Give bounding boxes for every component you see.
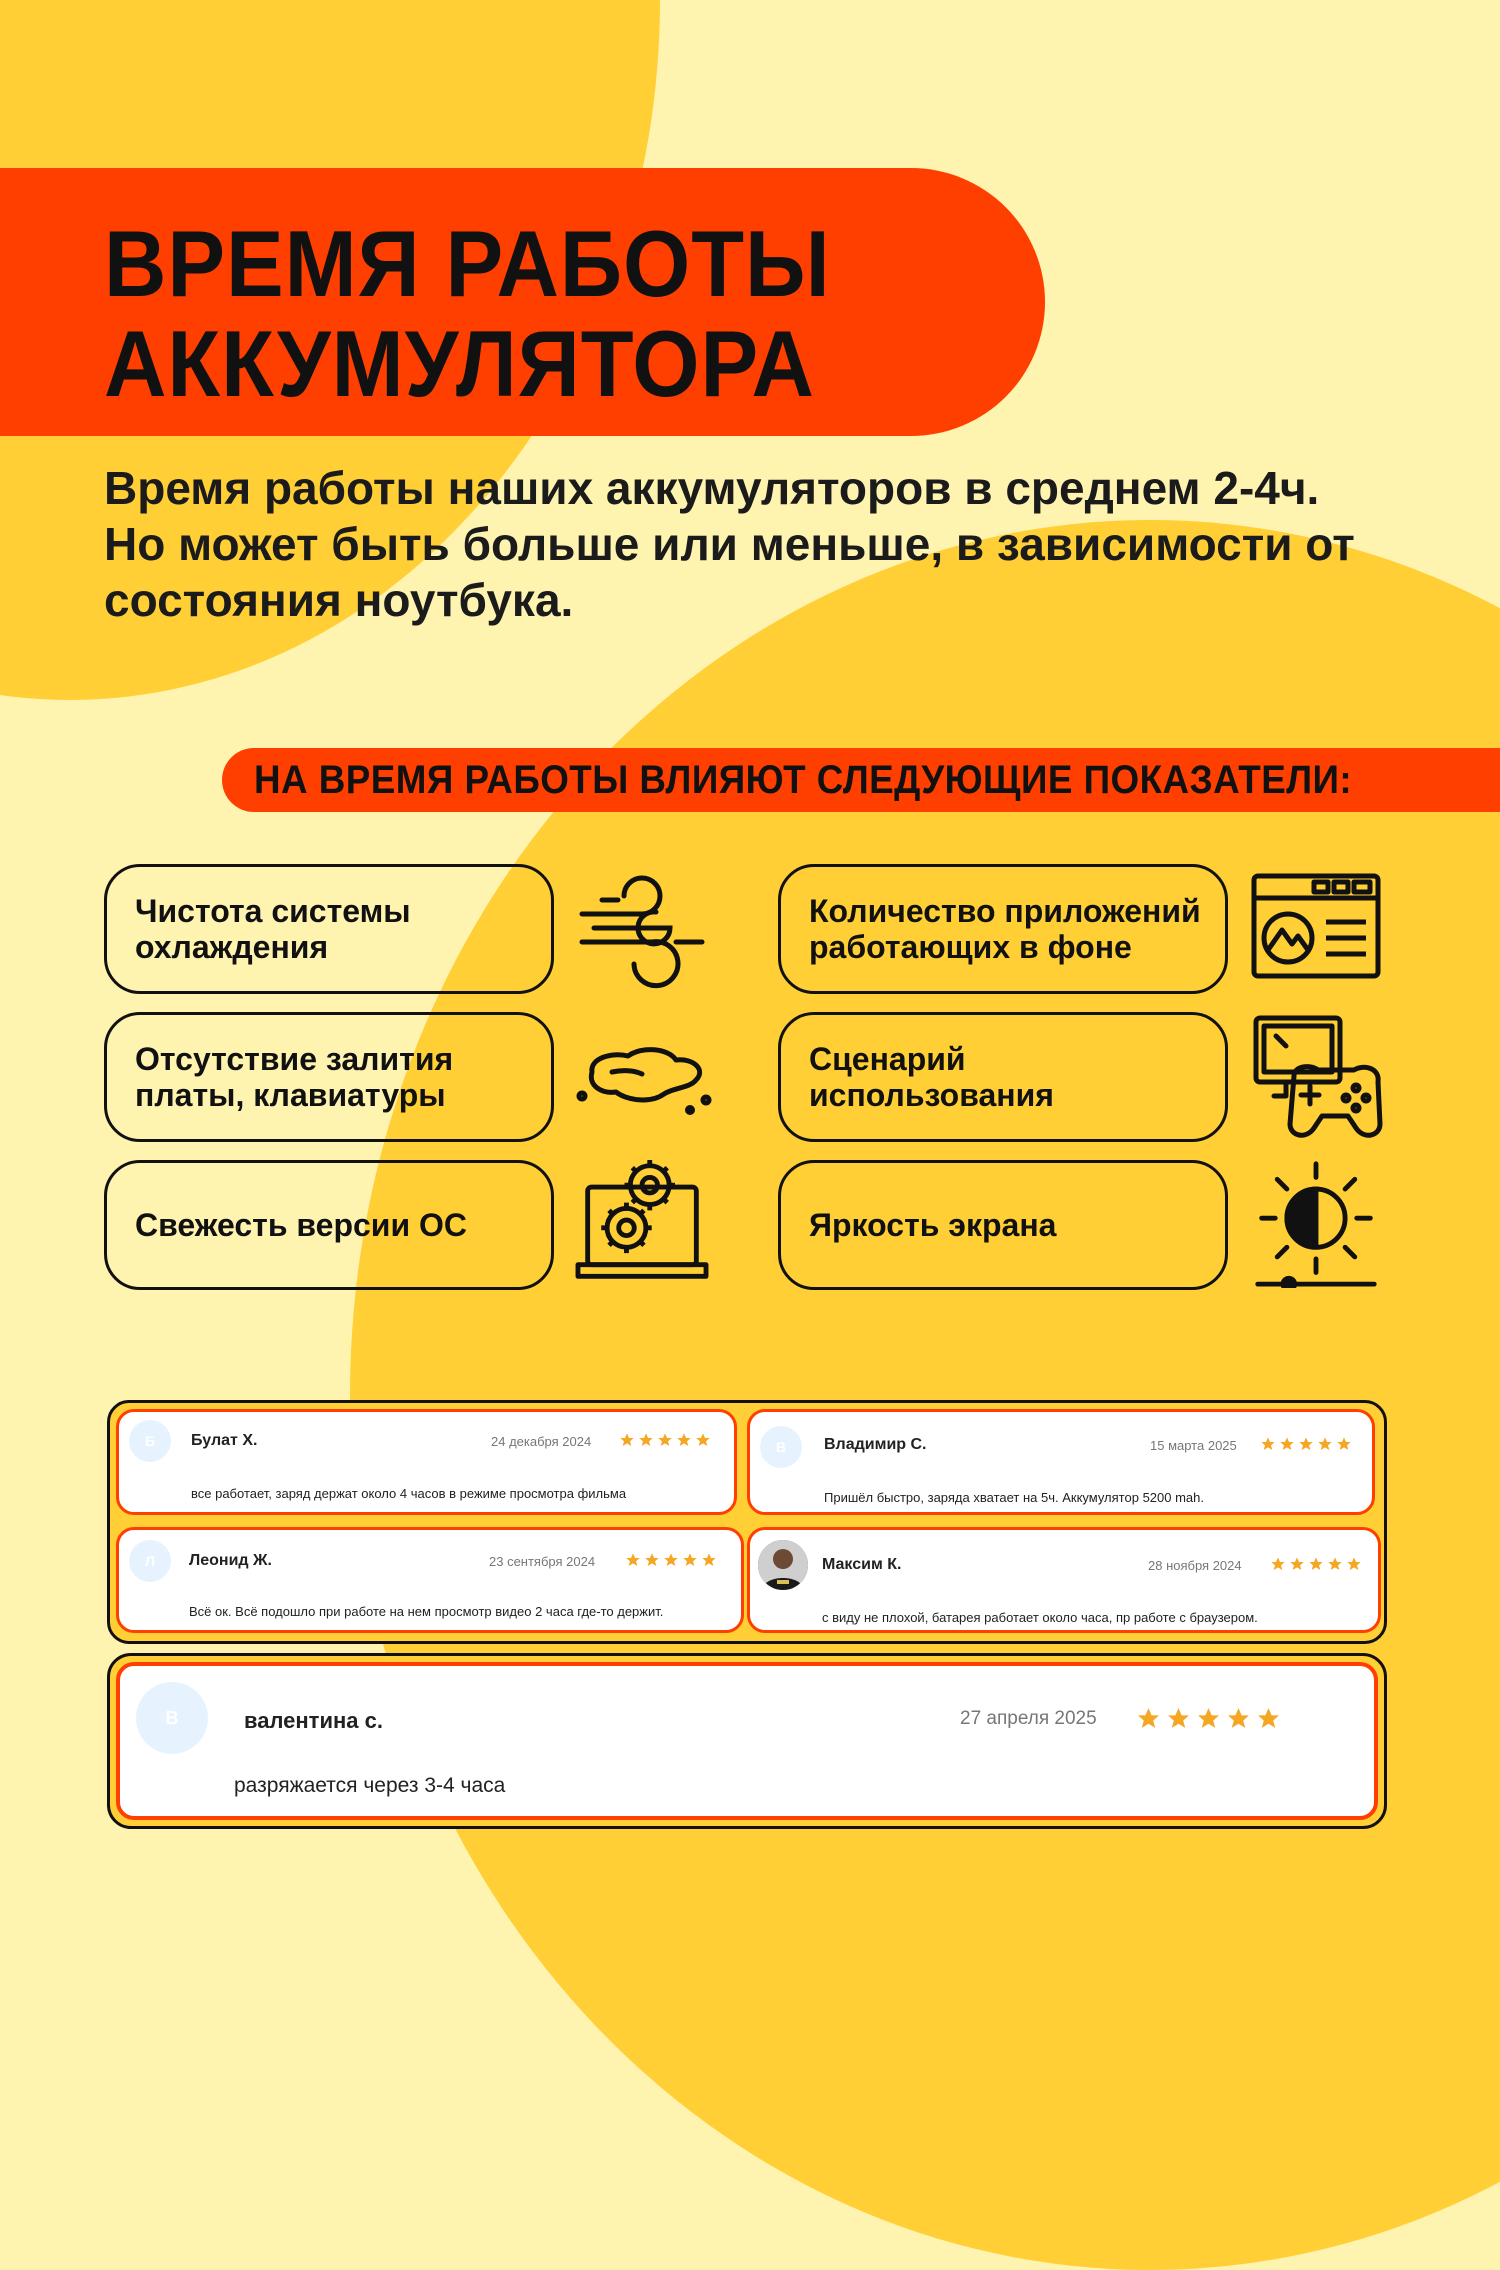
intro-text (104, 460, 1484, 628)
star-icon (619, 1432, 635, 1448)
review-text: Пришёл быстро, заряда хватает на 5ч. Аккумулятор 5200 mah. (824, 1490, 1204, 1505)
star-icon (1226, 1706, 1251, 1731)
reviewer-name: Леонид Ж. (189, 1552, 272, 1569)
avatar: Л (129, 1540, 171, 1582)
star-icon (1346, 1556, 1362, 1572)
star-icon (701, 1552, 717, 1568)
wind-icon (572, 864, 712, 994)
avatar: Б (129, 1420, 171, 1462)
star-icon (638, 1432, 654, 1448)
star-icon (663, 1552, 679, 1568)
factor-label: Яркость экрана (809, 1207, 1057, 1243)
review-card (116, 1527, 744, 1633)
factor-label: Сценарий использования (809, 1041, 1054, 1113)
review-card (747, 1527, 1381, 1633)
rating-stars (619, 1432, 711, 1448)
review-date: 24 декабря 2024 (491, 1434, 592, 1449)
review-text: с виду не плохой, батарея работает около часа, пр работе с браузером. (822, 1610, 1258, 1625)
star-icon (625, 1552, 641, 1568)
review-date: 15 марта 2025 (1150, 1438, 1237, 1453)
review-text: Всё ок. Всё подошло при работе на нем просмотр видео 2 часа где-то держит. (189, 1604, 664, 1619)
user-photo-icon (758, 1540, 808, 1590)
star-icon (695, 1432, 711, 1448)
star-icon (1308, 1556, 1324, 1572)
star-icon (657, 1432, 673, 1448)
star-icon (1298, 1436, 1314, 1452)
brightness-icon (1246, 1158, 1386, 1288)
page-title (104, 211, 831, 416)
factor-label: Свежесть версии ОС (135, 1207, 468, 1243)
laptop-gears-icon (572, 1158, 712, 1288)
factor-cooling (104, 864, 554, 994)
avatar: В (136, 1682, 208, 1754)
star-icon (1256, 1706, 1281, 1731)
star-icon (1279, 1436, 1295, 1452)
reviewer-name: валентина с. (244, 1708, 383, 1733)
factor-label: Чистота системы охлаждения (135, 893, 411, 965)
monitor-gamepad-icon (1246, 1012, 1386, 1142)
reviewer-name: Максим К. (822, 1556, 902, 1573)
rating-stars (1270, 1556, 1362, 1572)
puddle-icon (572, 1012, 712, 1142)
factor-liquid (104, 1012, 554, 1142)
review-date: 23 сентября 2024 (489, 1554, 596, 1569)
reviewer-name: Владимир С. (824, 1436, 927, 1453)
star-icon (1336, 1436, 1352, 1452)
review-date: 28 ноября 2024 (1148, 1558, 1242, 1573)
star-icon (1166, 1706, 1191, 1731)
app-window-icon (1246, 864, 1386, 994)
factors-heading: НА ВРЕМЯ РАБОТЫ ВЛИЯЮТ СЛЕДУЮЩИЕ ПОКАЗАТЕЛИ: (254, 758, 1353, 802)
title-line-1: ВРЕМЯ РАБОТЫ (104, 211, 831, 316)
factor-background-apps (778, 864, 1228, 994)
star-icon (1136, 1706, 1161, 1731)
review-text: все работает, заряд держат около 4 часов в режиме просмотра фильма (191, 1486, 627, 1501)
reviews-grid (107, 1400, 1387, 1644)
star-icon (1317, 1436, 1333, 1452)
star-icon (1260, 1436, 1276, 1452)
star-icon (1270, 1556, 1286, 1572)
reviewer-name: Булат Х. (191, 1432, 258, 1449)
title-line-2: АККУМУЛЯТОРА (104, 311, 815, 416)
star-icon (1196, 1706, 1221, 1731)
review-card (747, 1409, 1375, 1515)
factor-label: Количество приложений работающих в фоне (809, 893, 1201, 965)
avatar: В (760, 1426, 802, 1468)
review-card (116, 1662, 1378, 1820)
intro-line-1: Время работы наших аккумуляторов в среднем 2-4ч. (104, 462, 1320, 514)
rating-stars (1136, 1706, 1281, 1731)
rating-stars (1260, 1436, 1352, 1452)
star-icon (1289, 1556, 1305, 1572)
factor-usage (778, 1012, 1228, 1142)
review-date: 27 апреля 2025 (960, 1708, 1097, 1729)
intro-line-3: состояния ноутбука. (104, 574, 574, 626)
rating-stars (625, 1552, 717, 1568)
intro-line-2: Но может быть больше или меньше, в зависимости от (104, 518, 1355, 570)
factor-brightness (778, 1160, 1228, 1290)
factor-os (104, 1160, 554, 1290)
factor-label: Отсутствие залития платы, клавиатуры (135, 1041, 454, 1113)
star-icon (1327, 1556, 1343, 1572)
star-icon (676, 1432, 692, 1448)
review-text: разряжается через 3-4 часа (234, 1774, 506, 1797)
reviews-featured (107, 1653, 1387, 1829)
avatar (758, 1540, 808, 1590)
review-card (116, 1409, 737, 1515)
star-icon (644, 1552, 660, 1568)
star-icon (682, 1552, 698, 1568)
